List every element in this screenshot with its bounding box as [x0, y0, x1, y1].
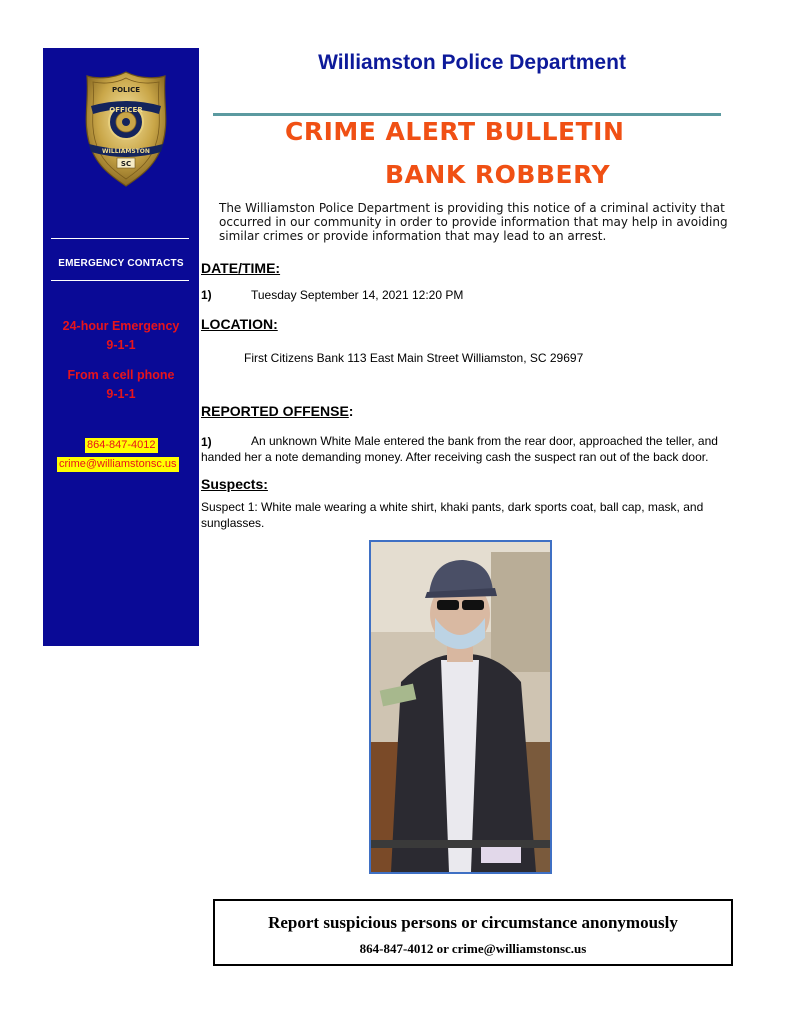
intro-paragraph: The Williamston Police Department is providing this notice of a criminal activity that occurred in our community in order to provide information that may help in avoiding similar crimes or provide information that may lead to an arrest.	[219, 201, 728, 243]
bulletin-title: CRIME ALERT BULLETIN	[285, 117, 625, 146]
department-title: Williamston Police Department	[318, 51, 626, 74]
offense-line2: handed her a note demanding money. After receiving cash the suspect ran out of the back door.	[201, 450, 709, 464]
emergency-number: 9-1-1	[106, 338, 136, 352]
badge-top-text: POLICE	[111, 86, 141, 94]
sidebar-divider	[51, 238, 189, 239]
suspect-photo	[369, 540, 552, 874]
emergency-label: 24-hour Emergency	[62, 319, 180, 333]
footer-headline: Report suspicious persons or circumstance anonymously	[268, 913, 678, 932]
header-divider	[213, 113, 721, 116]
suspects-line2: sunglasses.	[201, 516, 265, 530]
footer-contact: 864-847-4012 or crime@williamstonsc.us	[359, 941, 587, 956]
emergency-contacts-title: EMERGENCY CONTACTS	[58, 258, 184, 269]
offense-number: 1)	[201, 435, 212, 449]
suspect-illustration	[371, 542, 550, 872]
datetime-heading: DATE/TIME:	[201, 260, 281, 276]
suspects-line1: Suspect 1: White male wearing a white shirt, khaki pants, dark sports coat, ball cap, mask, and	[201, 500, 704, 514]
footer-box	[213, 899, 733, 966]
location-value: First Citizens Bank 113 East Main Street Williamston, SC 29697	[244, 351, 584, 365]
sidebar-divider	[51, 280, 189, 281]
offense-line1: An unknown White Male entered the bank from the rear door, approached the teller, and	[251, 434, 718, 448]
location-heading: LOCATION:	[201, 316, 278, 332]
datetime-number: 1)	[201, 288, 212, 302]
offense-heading: REPORTED OFFENSE	[201, 403, 349, 419]
police-badge-icon	[81, 70, 171, 188]
cell-phone-number: 9-1-1	[106, 387, 136, 401]
offense-heading-wrap	[201, 403, 353, 419]
sidebar-phone: 864-847-4012	[87, 439, 156, 451]
bulletin-subtitle: BANK ROBBERY	[385, 160, 611, 189]
sidebar-email[interactable]: crime@williamstonsc.us	[59, 458, 177, 470]
sidebar	[43, 48, 199, 646]
suspects-heading: Suspects:	[201, 476, 268, 492]
badge-state-text: SC	[120, 160, 132, 168]
datetime-value: Tuesday September 14, 2021 12:20 PM	[251, 288, 464, 302]
offense-colon: :	[348, 403, 354, 419]
cell-phone-label: From a cell phone	[67, 368, 175, 382]
badge-city-text: WILLIAMSTON	[102, 148, 150, 155]
badge-ribbon-text: OFFICER	[109, 106, 143, 114]
